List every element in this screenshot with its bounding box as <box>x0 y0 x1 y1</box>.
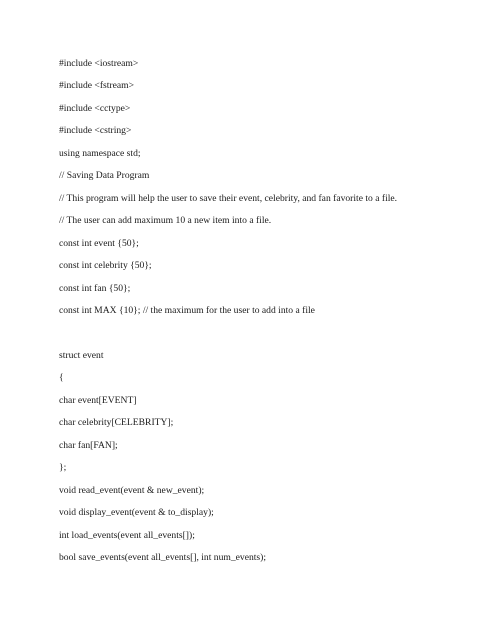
code-line: #include <cstring> <box>59 125 132 136</box>
code-line: const int fan {50}; <box>59 283 131 294</box>
code-line: int load_events(event all_events[]); <box>59 530 195 541</box>
code-line: void display_event(event & to_display); <box>59 507 214 518</box>
code-line: const int MAX {10}; // the maximum for the user to add into a file <box>59 305 315 316</box>
code-line: // The user can add maximum 10 a new item into a file. <box>59 215 272 226</box>
code-line: char fan[FAN]; <box>59 440 118 451</box>
code-line: #include <fstream> <box>59 80 135 91</box>
code-line: // Saving Data Program <box>59 170 150 181</box>
code-line: const int event {50}; <box>59 238 139 249</box>
code-line: #include <iostream> <box>59 58 139 69</box>
code-line: const int celebrity {50}; <box>59 260 152 271</box>
code-line: void read_event(event & new_event); <box>59 485 205 496</box>
code-line: // This program will help the user to save their event, celebrity, and fan favorite to a file. <box>59 193 398 204</box>
code-line: char celebrity[CELEBRITY]; <box>59 417 174 428</box>
code-line: bool save_events(event all_events[], int num_events); <box>59 552 267 563</box>
code-line: #include <cctype> <box>59 103 131 114</box>
code-line: }; <box>59 462 67 473</box>
code-line: { <box>59 372 64 383</box>
code-line: char event[EVENT] <box>59 395 137 406</box>
code-line: struct event <box>59 350 104 361</box>
code-line: using namespace std; <box>59 148 141 159</box>
